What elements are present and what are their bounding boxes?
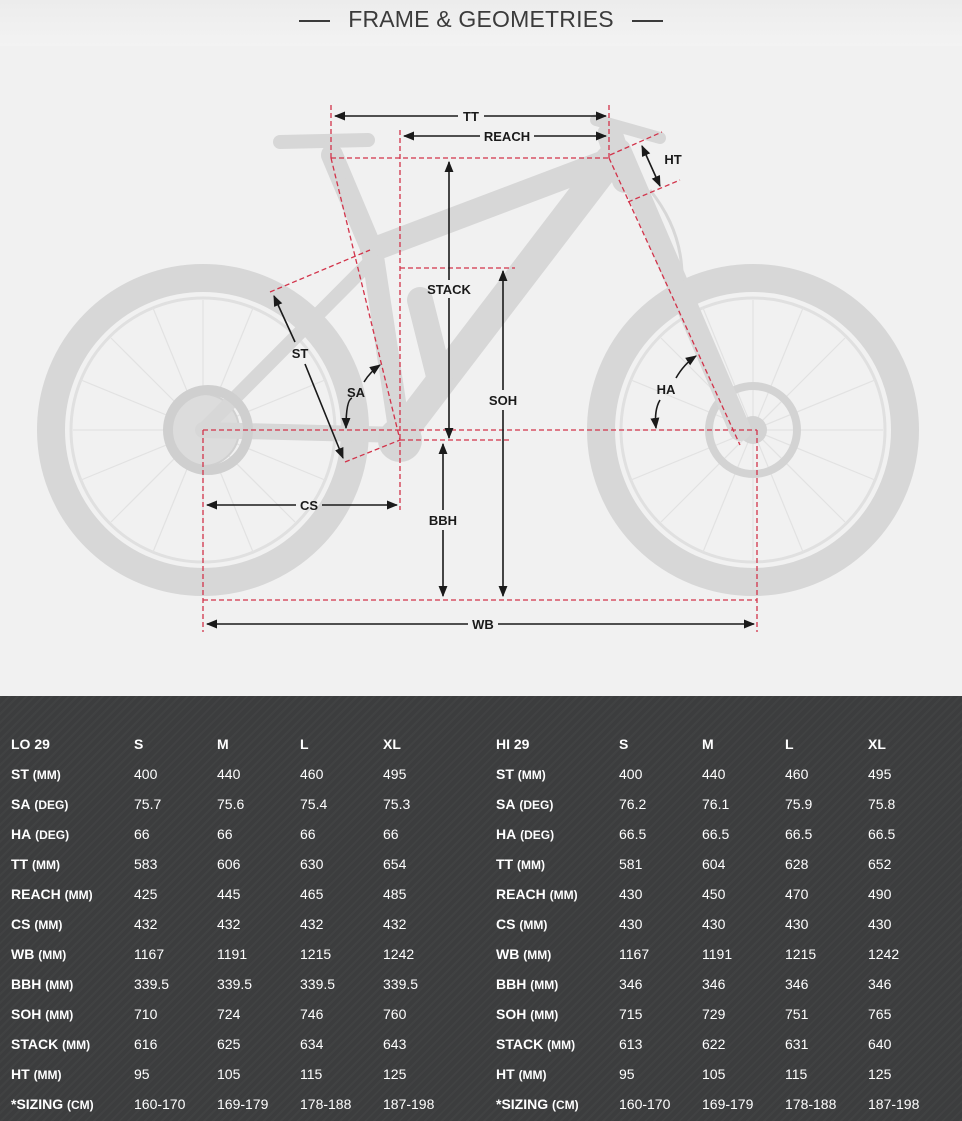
row-label <box>11 909 134 939</box>
table-cell: 583 <box>134 856 158 872</box>
table-row <box>11 1029 466 1059</box>
table-cell: 75.7 <box>134 796 162 812</box>
geometry-diagram <box>0 46 962 696</box>
title-rule-right <box>632 20 663 22</box>
table-cell: 495 <box>383 766 407 782</box>
lo29-size-m: M <box>217 736 229 752</box>
table-cell: 606 <box>217 856 241 872</box>
table-cell: 470 <box>785 886 809 902</box>
table-cell: 178-188 <box>785 1096 837 1112</box>
table-cell: 76.1 <box>702 796 730 812</box>
row-label-unit: (MM) <box>34 918 63 932</box>
lo29-size-xl: XL <box>383 736 401 752</box>
table-cell: 450 <box>702 886 726 902</box>
label-bbh: BBH <box>428 513 458 528</box>
table-cell: 346 <box>619 976 643 992</box>
hi29-size-l: L <box>785 736 794 752</box>
row-label-name: ST <box>11 766 29 782</box>
table-cell: 460 <box>785 766 809 782</box>
table-cell: 1215 <box>300 946 332 962</box>
table-cell: 178-188 <box>300 1096 352 1112</box>
label-sa: SA <box>346 385 366 400</box>
table-cell: 581 <box>619 856 643 872</box>
table-cell: 751 <box>785 1006 809 1022</box>
label-wb: WB <box>472 617 494 632</box>
table-cell: 746 <box>300 1006 324 1022</box>
table-row <box>496 759 951 789</box>
row-label-unit: (DEG) <box>520 828 555 842</box>
table-cell: 346 <box>785 976 809 992</box>
table-row <box>11 1059 466 1089</box>
table-cell: 432 <box>134 916 158 932</box>
table-cell: 495 <box>868 766 892 782</box>
label-reach: REACH <box>483 129 531 144</box>
lo29-header: LO 29 <box>11 736 50 752</box>
table-cell: 66 <box>217 826 233 842</box>
label-soh: SOH <box>488 393 518 408</box>
row-label-unit: (MM) <box>45 1008 74 1022</box>
row-label-unit: (MM) <box>530 1008 559 1022</box>
table-row <box>496 1059 951 1089</box>
hi29-header: HI 29 <box>496 736 530 752</box>
row-label-name: HT <box>496 1066 515 1082</box>
title-rule-left <box>299 20 330 22</box>
row-label-unit: (MM) <box>33 1068 62 1082</box>
lo29-size-l: L <box>300 736 309 752</box>
row-label-name: ST <box>496 766 514 782</box>
table-cell: 339.5 <box>300 976 336 992</box>
row-label <box>496 879 619 909</box>
table-cell: 160-170 <box>134 1096 186 1112</box>
hi29-header-row <box>496 729 951 759</box>
table-cell: 66.5 <box>785 826 813 842</box>
table-cell: 1167 <box>134 946 165 962</box>
table-cell: 465 <box>300 886 324 902</box>
table-cell: 115 <box>300 1066 323 1082</box>
table-cell: 634 <box>300 1036 324 1052</box>
row-label-name: TT <box>496 856 514 872</box>
label-cs: CS <box>299 498 319 513</box>
table-cell: 66 <box>300 826 316 842</box>
geometry-diagram-svg <box>0 46 962 696</box>
table-cell: 724 <box>217 1006 241 1022</box>
row-label <box>11 1089 134 1119</box>
table-cell: 430 <box>619 886 643 902</box>
table-cell: 346 <box>868 976 892 992</box>
table-cell: 105 <box>702 1066 726 1082</box>
lo29-size-s: S <box>134 736 144 752</box>
row-label-unit: (MM) <box>32 858 60 872</box>
row-label <box>496 1029 619 1059</box>
table-row <box>496 1089 951 1119</box>
row-label <box>496 789 619 819</box>
row-label-name: CS <box>11 916 31 932</box>
row-label-unit: (MM) <box>519 918 548 932</box>
row-label-name: WB <box>496 946 520 962</box>
row-label <box>11 969 134 999</box>
table-cell: 75.9 <box>785 796 813 812</box>
table-cell: 430 <box>785 916 809 932</box>
table-cell: 430 <box>868 916 892 932</box>
row-label <box>11 849 134 879</box>
table-cell: 1167 <box>619 946 650 962</box>
hi29-size-m: M <box>702 736 714 752</box>
table-row <box>11 789 466 819</box>
table-cell: 95 <box>619 1066 635 1082</box>
row-label-name: *SIZING <box>496 1096 549 1112</box>
table-cell: 432 <box>217 916 241 932</box>
row-label-name: WB <box>11 946 35 962</box>
table-row <box>496 969 951 999</box>
table-cell: 715 <box>619 1006 643 1022</box>
table-cell: 1242 <box>383 946 415 962</box>
table-row <box>11 849 466 879</box>
row-label <box>496 939 619 969</box>
table-cell: 616 <box>134 1036 158 1052</box>
table-cell: 440 <box>217 766 241 782</box>
table-cell: 105 <box>217 1066 241 1082</box>
row-label <box>496 1089 619 1119</box>
row-label-name: SA <box>11 796 31 812</box>
geometry-tables <box>0 696 962 1121</box>
table-row <box>496 849 951 879</box>
table-cell: 1215 <box>785 946 817 962</box>
table-cell: 187-198 <box>383 1096 435 1112</box>
row-label-name: *SIZING <box>11 1096 64 1112</box>
row-label-name: BBH <box>11 976 42 992</box>
row-label-name: BBH <box>496 976 527 992</box>
table-cell: 445 <box>217 886 241 902</box>
table-cell: 75.8 <box>868 796 896 812</box>
row-label-name: HA <box>496 826 517 842</box>
table-cell: 339.5 <box>383 976 419 992</box>
row-label-unit: (MM) <box>517 768 546 782</box>
table-cell: 604 <box>702 856 726 872</box>
table-cell: 125 <box>868 1066 892 1082</box>
row-label <box>496 999 619 1029</box>
table-cell: 66.5 <box>619 826 647 842</box>
hi29-table <box>496 729 951 1119</box>
row-label-unit: (MM) <box>517 858 545 872</box>
hi29-size-xl: XL <box>868 736 886 752</box>
row-label <box>11 759 134 789</box>
bike-silhouette <box>51 120 905 582</box>
table-row <box>11 759 466 789</box>
table-cell: 430 <box>702 916 726 932</box>
table-cell: 652 <box>868 856 892 872</box>
label-tt: TT <box>463 109 479 124</box>
table-cell: 710 <box>134 1006 158 1022</box>
table-row <box>11 999 466 1029</box>
row-label <box>496 1059 619 1089</box>
row-label <box>496 849 619 879</box>
table-cell: 643 <box>383 1036 407 1052</box>
row-label <box>496 909 619 939</box>
table-cell: 1191 <box>217 946 248 962</box>
page-title: FRAME & GEOMETRIES <box>348 6 614 32</box>
page-header <box>0 0 962 46</box>
row-label-name: HA <box>11 826 32 842</box>
row-label-name: SOH <box>496 1006 527 1022</box>
row-label <box>11 1059 134 1089</box>
row-label-unit: (MM) <box>38 948 67 962</box>
table-cell: 432 <box>300 916 324 932</box>
table-cell: 125 <box>383 1066 407 1082</box>
row-label-unit: (CM) <box>67 1098 94 1112</box>
table-cell: 75.3 <box>383 796 411 812</box>
table-cell: 339.5 <box>217 976 253 992</box>
table-cell: 400 <box>619 766 643 782</box>
row-label <box>11 879 134 909</box>
table-cell: 625 <box>217 1036 241 1052</box>
lo29-header-row <box>11 729 466 759</box>
table-row <box>496 819 951 849</box>
table-cell: 430 <box>619 916 643 932</box>
table-cell: 66 <box>383 826 399 842</box>
table-cell: 115 <box>785 1066 808 1082</box>
label-stack: STACK <box>427 282 471 297</box>
row-label-name: CS <box>496 916 516 932</box>
row-label <box>496 759 619 789</box>
table-cell: 75.4 <box>300 796 328 812</box>
table-cell: 1242 <box>868 946 900 962</box>
table-row <box>11 879 466 909</box>
row-label-unit: (MM) <box>62 1038 91 1052</box>
row-label-unit: (MM) <box>547 1038 576 1052</box>
table-cell: 169-179 <box>702 1096 754 1112</box>
table-cell: 95 <box>134 1066 150 1082</box>
row-label-unit: (MM) <box>549 888 578 902</box>
table-row <box>11 939 466 969</box>
table-row <box>496 789 951 819</box>
table-cell: 187-198 <box>868 1096 920 1112</box>
table-cell: 75.6 <box>217 796 245 812</box>
row-label-name: SA <box>496 796 516 812</box>
row-label <box>11 789 134 819</box>
lo29-table <box>11 729 466 1119</box>
row-label-name: STACK <box>11 1036 59 1052</box>
row-label-name: TT <box>11 856 29 872</box>
row-label <box>11 1029 134 1059</box>
table-cell: 169-179 <box>217 1096 269 1112</box>
row-label-name: SOH <box>11 1006 42 1022</box>
row-label-unit: (DEG) <box>35 828 70 842</box>
label-st: ST <box>291 346 309 361</box>
row-label-name: HT <box>11 1066 30 1082</box>
row-label <box>11 999 134 1029</box>
table-cell: 490 <box>868 886 892 902</box>
row-label-name: STACK <box>496 1036 544 1052</box>
hi29-size-s: S <box>619 736 629 752</box>
row-label-unit: (DEG) <box>519 798 554 812</box>
table-row <box>496 879 951 909</box>
table-cell: 760 <box>383 1006 407 1022</box>
row-label-name: REACH <box>11 886 61 902</box>
table-cell: 613 <box>619 1036 643 1052</box>
table-row <box>11 909 466 939</box>
table-cell: 425 <box>134 886 158 902</box>
row-label <box>11 939 134 969</box>
row-label-name: REACH <box>496 886 546 902</box>
row-label-unit: (MM) <box>64 888 93 902</box>
table-row <box>496 939 951 969</box>
table-cell: 66.5 <box>702 826 730 842</box>
table-cell: 432 <box>383 916 407 932</box>
row-label-unit: (MM) <box>32 768 61 782</box>
table-cell: 440 <box>702 766 726 782</box>
title-wrap <box>0 6 962 33</box>
table-cell: 400 <box>134 766 158 782</box>
row-label <box>496 969 619 999</box>
table-cell: 346 <box>702 976 726 992</box>
table-cell: 654 <box>383 856 407 872</box>
table-cell: 66 <box>134 826 150 842</box>
table-cell: 76.2 <box>619 796 647 812</box>
row-label-unit: (MM) <box>530 978 559 992</box>
row-label-unit: (CM) <box>552 1098 579 1112</box>
row-label-unit: (MM) <box>523 948 552 962</box>
row-label-unit: (MM) <box>518 1068 547 1082</box>
table-row <box>496 909 951 939</box>
table-cell: 765 <box>868 1006 892 1022</box>
table-cell: 640 <box>868 1036 892 1052</box>
table-cell: 628 <box>785 856 809 872</box>
table-row <box>11 819 466 849</box>
table-cell: 460 <box>300 766 324 782</box>
table-cell: 66.5 <box>868 826 896 842</box>
table-cell: 729 <box>702 1006 726 1022</box>
table-cell: 622 <box>702 1036 726 1052</box>
row-label-unit: (MM) <box>45 978 74 992</box>
table-cell: 339.5 <box>134 976 170 992</box>
table-cell: 1191 <box>702 946 733 962</box>
table-row <box>11 1089 466 1119</box>
table-cell: 485 <box>383 886 407 902</box>
table-row <box>496 999 951 1029</box>
row-label <box>496 819 619 849</box>
table-row <box>496 1029 951 1059</box>
row-label <box>11 819 134 849</box>
label-ht: HT <box>664 152 682 167</box>
table-cell: 160-170 <box>619 1096 671 1112</box>
label-ha: HA <box>656 382 676 397</box>
table-row <box>11 969 466 999</box>
table-cell: 631 <box>785 1036 809 1052</box>
row-label-unit: (DEG) <box>34 798 69 812</box>
table-cell: 630 <box>300 856 324 872</box>
